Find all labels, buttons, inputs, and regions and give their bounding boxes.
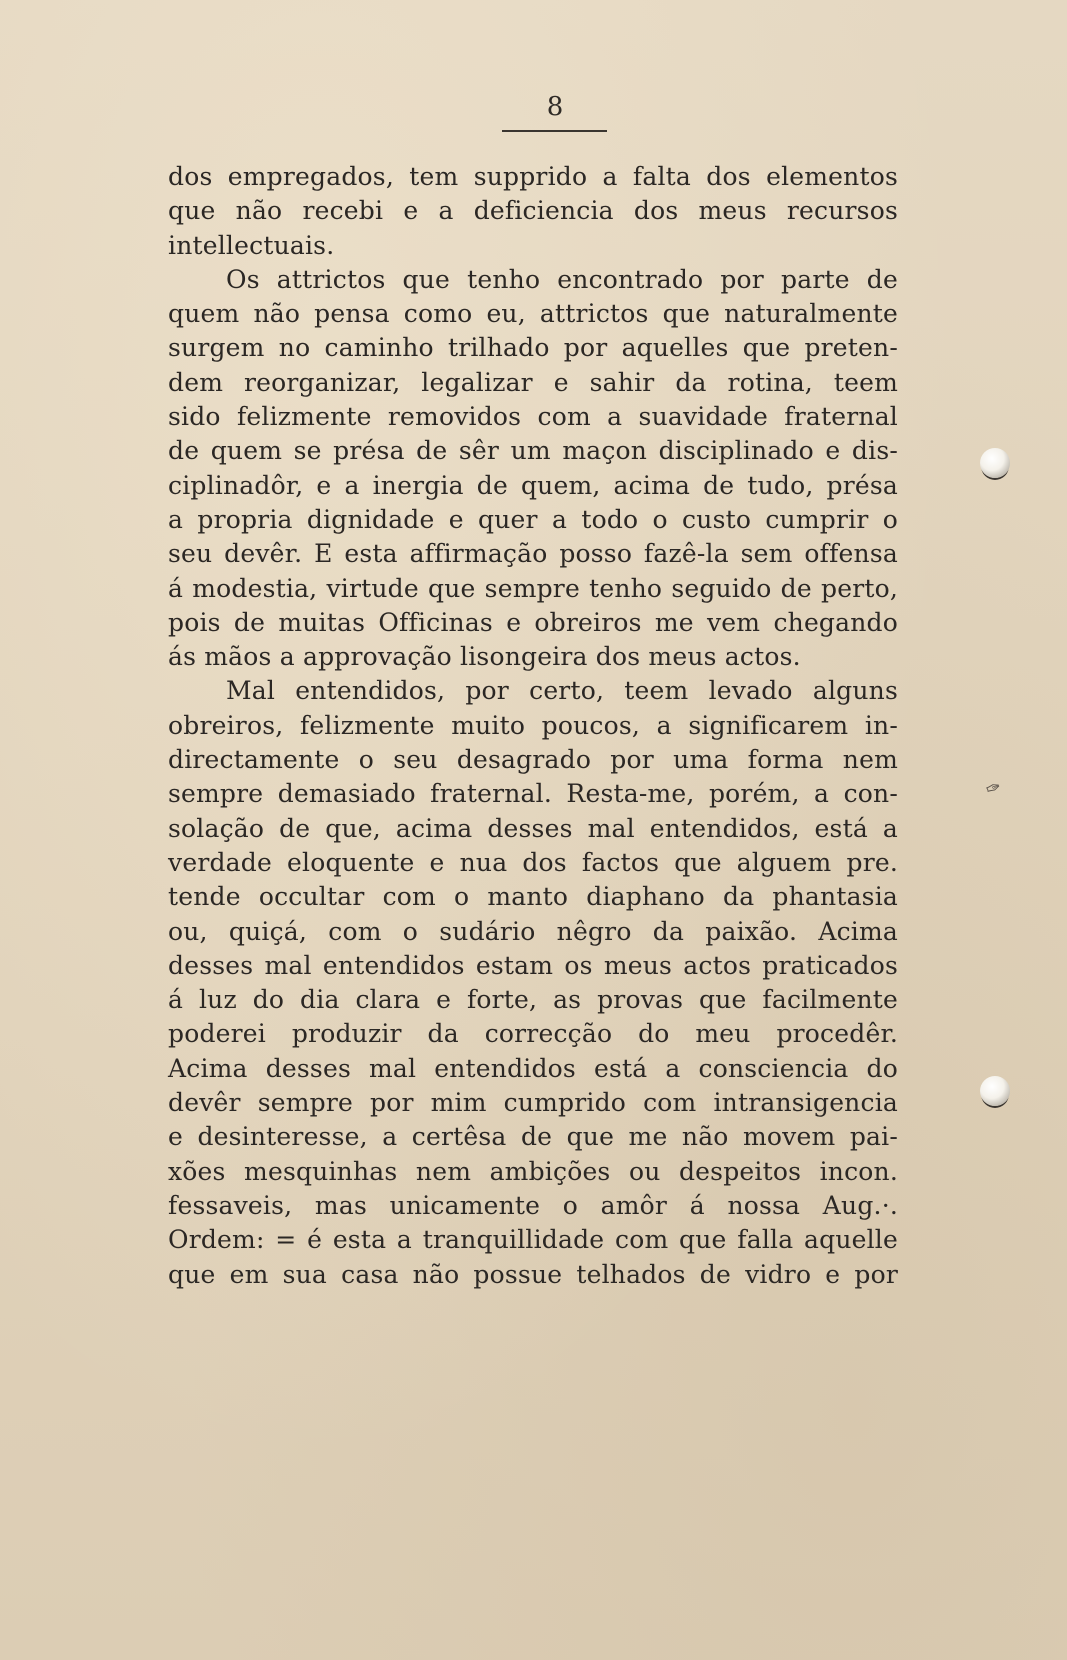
punch-hole-icon bbox=[980, 1076, 1010, 1106]
page-number-container bbox=[500, 92, 610, 122]
text-line: obreiros, felizmente muito poucos, a significarem in- bbox=[168, 710, 898, 740]
text-line: ciplinadôr, e a inergia de quem, acima de tudo, présa bbox=[168, 470, 898, 500]
text-line: poderei produzir da correcção do meu procedêr. bbox=[168, 1019, 898, 1049]
text-line: de quem se présa de sêr um maçon disciplinado e dis- bbox=[168, 436, 898, 466]
text-line: quem não pensa como eu, attrictos que naturalmente bbox=[168, 299, 898, 329]
text-line: desses mal entendidos estam os meus actos praticados bbox=[168, 950, 898, 980]
page-number-rule bbox=[502, 130, 607, 132]
text-line: devêr sempre por mim cumprido com intransigencia bbox=[168, 1088, 898, 1118]
text-line: Os attrictos que tenho encontrado por parte de bbox=[226, 264, 898, 294]
text-line: dos empregados, tem supprido a falta dos elementos bbox=[168, 162, 898, 191]
page-number: 8 bbox=[546, 92, 564, 122]
text-line: dem reorganizar, legalizar e sahir da rotina, teem bbox=[168, 367, 898, 397]
text-line: ou, quiçá, com o sudário nêgro da paixão. Acima bbox=[168, 916, 898, 946]
text-line: sido felizmente removidos com a suavidade fraternal bbox=[168, 402, 898, 432]
text-line: Acima desses mal entendidos está a consciencia do bbox=[168, 1053, 898, 1083]
text-line: á modestia, virtude que sempre tenho seguido de perto, bbox=[168, 573, 898, 603]
text-line: Ordem: = é esta a tranquillidade com que falla aquelle bbox=[168, 1225, 898, 1255]
text-line: pois de muitas Officinas e obreiros me vem chegando bbox=[168, 607, 898, 637]
text-line: a propria dignidade e quer a todo o custo cumprir o bbox=[168, 504, 898, 534]
text-line: que não recebi e a deficiencia dos meus recursos bbox=[168, 196, 898, 226]
text-line: sempre demasiado fraternal. Resta-me, porém, a con- bbox=[168, 779, 898, 809]
body-text bbox=[168, 160, 898, 1292]
text-line: directamente o seu desagrado por uma forma nem bbox=[168, 745, 898, 775]
text-line: solação de que, acima desses mal entendidos, está a bbox=[168, 813, 898, 843]
text-line: á luz do dia clara e forte, as provas que facilmente bbox=[168, 985, 898, 1015]
text-line: ás mãos a approvação lisongeira dos meus actos. bbox=[168, 642, 801, 672]
text-line: surgem no caminho trilhado por aquelles que preten- bbox=[168, 333, 898, 363]
text-line: intellectuais. bbox=[168, 230, 335, 260]
text-line: xões mesquinhas nem ambições ou despeitos incon. bbox=[168, 1156, 898, 1186]
ink-mark-icon: ✑ bbox=[982, 776, 1005, 801]
text-line: verdade eloquente e nua dos factos que alguem pre. bbox=[168, 847, 898, 877]
text-line: tende occultar com o manto diaphano da phantasia bbox=[168, 882, 898, 912]
text-line: fessaveis, mas unicamente o amôr á nossa Aug.·. bbox=[168, 1190, 898, 1220]
text-line: que em sua casa não possue telhados de vidro e por bbox=[168, 1259, 898, 1289]
text-line: seu devêr. E esta affirmação posso fazê-la sem offensa bbox=[168, 539, 898, 569]
text-line: e desinteresse, a certêsa de que me não movem pai- bbox=[168, 1122, 898, 1152]
punch-hole-icon bbox=[980, 448, 1010, 478]
text-line: Mal entendidos, por certo, teem levado alguns bbox=[226, 676, 898, 706]
